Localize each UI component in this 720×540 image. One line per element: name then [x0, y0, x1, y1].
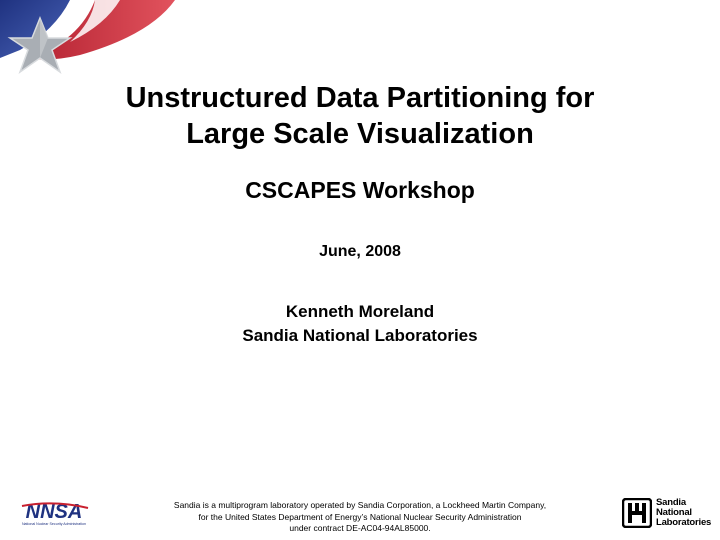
slide-title: [0, 80, 720, 152]
sandia-word-3: Laboratories: [656, 517, 712, 528]
footer-line1: Sandia is a multiprogram laboratory operated by Sandia Corporation, a Lockheed Martin Company,: [173, 500, 547, 510]
slide-title-line2: Large Scale Visualization: [186, 118, 534, 150]
presentation-date: June, 2008: [319, 243, 401, 260]
author-affiliation: Sandia National Laboratories: [242, 326, 478, 345]
footer-line3: under contract DE-AC04-94AL85000.: [289, 523, 431, 533]
sandia-logo: [622, 498, 714, 532]
sandia-word-1: Sandia: [656, 497, 686, 508]
sandia-thunderbird-icon: [622, 498, 652, 528]
sandia-wordmark: [656, 498, 711, 528]
author-name: Kenneth Moreland: [285, 302, 435, 321]
nnsa-tagline: National Nuclear Security Administration: [21, 522, 87, 526]
slide-subtitle: CSCAPES Workshop: [245, 177, 475, 203]
slide-title-line1: Unstructured Data Partitioning for: [125, 82, 595, 114]
nnsa-logo: [14, 498, 94, 528]
footer-line2: for the United States Department of Energy’s National Nuclear Security Administration: [198, 511, 522, 522]
footer-disclaimer: [130, 500, 590, 535]
sandia-word-2: National: [656, 507, 692, 518]
author-block: [0, 300, 720, 348]
nnsa-logo-text: NNSA: [25, 501, 83, 523]
